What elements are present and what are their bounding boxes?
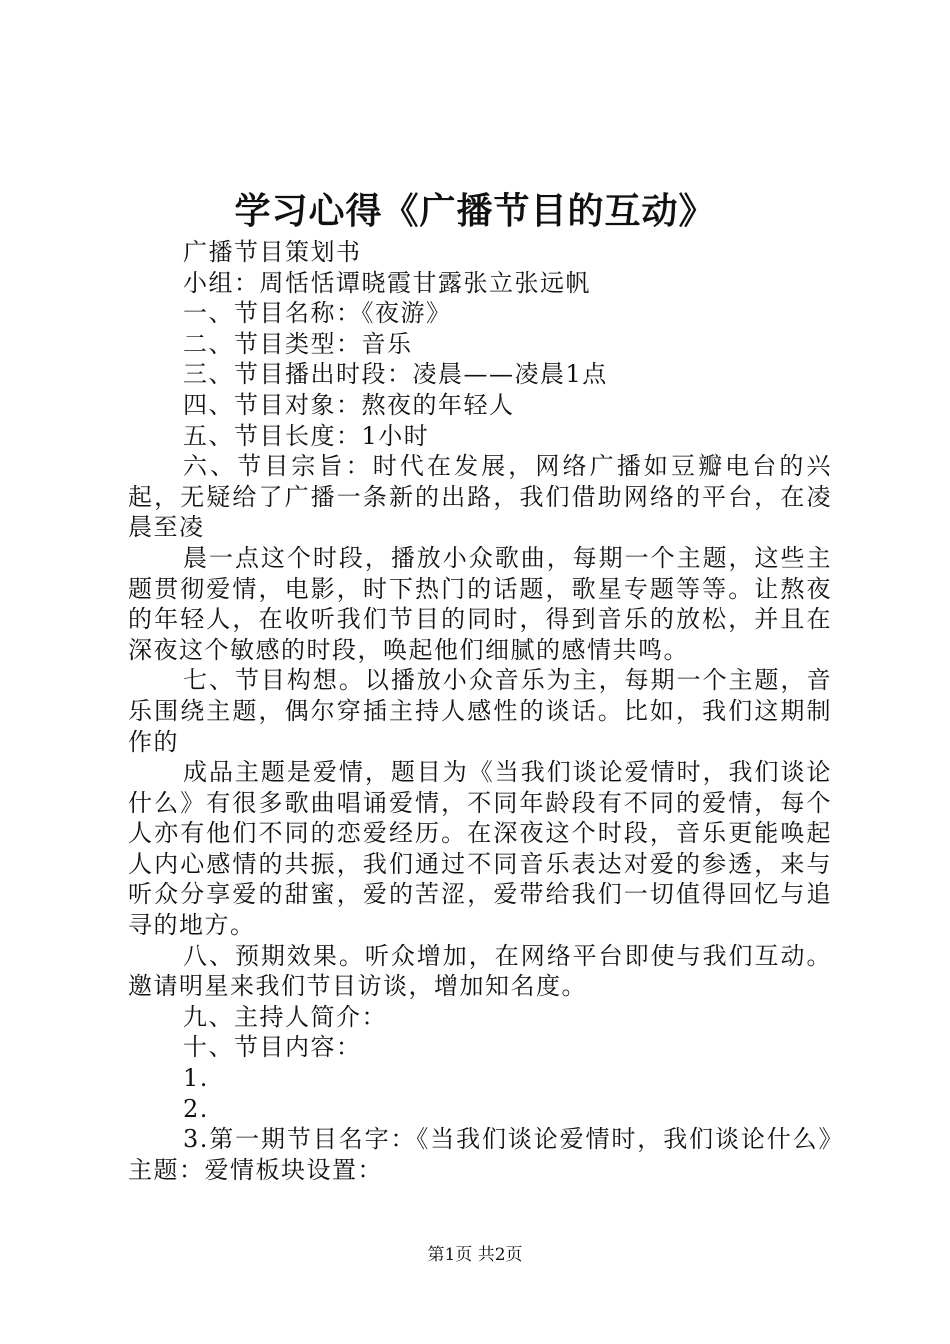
page-footer: 第1页 共2页 (427, 1245, 523, 1265)
paragraph: 五、节目长度：1小时 (183, 421, 430, 450)
paragraph: 七、节目构想。以播放小众音乐为主，每期一个主题，音乐围绕主题，偶尔穿插主持人感性的谈话。比如，我们这期制作的 (128, 666, 832, 756)
paragraph: 3.第一期节目名字：《当我们谈论爱情时，我们谈论什么》主题：爱情板块设置： (128, 1125, 832, 1184)
paragraph: 成品主题是爱情，题目为《当我们谈论爱情时，我们谈论什么》有很多歌曲唱诵爱情，不同年龄段有不同的爱情，每个人亦有他们不同的恋爱经历。在深夜这个时段，音乐更能唤起人内心感情的共振，我们通过不同音乐表达对爱的参透，来与听众分享爱的甜蜜，爱的苦涩，爱带给我们一切值得回忆与追寻的地方。 (128, 758, 832, 940)
paragraph: 2. (183, 1094, 209, 1123)
paragraph: 一、节目名称：《夜游》 (183, 299, 452, 328)
document-title: 学习心得《广播节目的互动》 (234, 190, 716, 232)
paragraph: 晨一点这个时段，播放小众歌曲，每期一个主题，这些主题贯彻爱情，电影，时下热门的话题，歌星专题等等。让熬夜的年轻人，在收听我们节目的同时，得到音乐的放松，并且在深夜这个敏感的时段，唤起他们细腻的感情共鸣。 (128, 543, 832, 664)
paragraph: 十、节目内容： (183, 1033, 362, 1062)
paragraph: 四、节目对象：熬夜的年轻人 (183, 390, 515, 419)
paragraph: 1. (183, 1064, 209, 1093)
document-body (128, 237, 832, 1185)
paragraph: 九、主持人简介： (183, 1002, 387, 1031)
paragraph: 广播节目策划书 (183, 238, 362, 266)
paragraph: 三、节目播出时段：凌晨——凌晨1点 (183, 360, 608, 389)
paragraph: 小组：周恬恬谭晓霞甘露张立张远帆 (183, 268, 591, 297)
paragraph: 二、节目类型：音乐 (183, 329, 413, 358)
paragraph: 八、预期效果。听众增加，在网络平台即使与我们互动。邀请明星来我们节目访谈，增加知名度。 (128, 941, 832, 1001)
paragraph: 六、节目宗旨：时代在发展，网络广播如豆瓣电台的兴起，无疑给了广播一条新的出路，我们借助网络的平台，在凌晨至凌 (128, 452, 832, 542)
